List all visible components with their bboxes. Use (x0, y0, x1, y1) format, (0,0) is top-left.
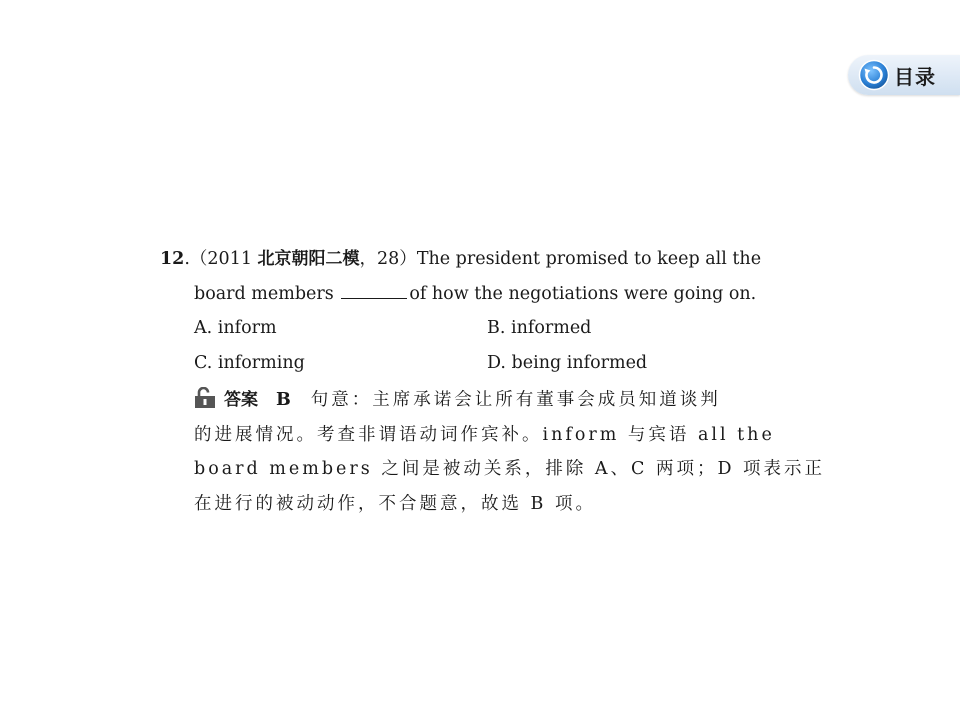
question-line-1 (160, 242, 800, 277)
option-b: B. informed (487, 318, 592, 338)
option-c: C. informing (194, 352, 305, 373)
question-source-open: .（2011 (184, 249, 258, 269)
question-block (160, 242, 826, 521)
options-row-1 (160, 311, 800, 346)
answer-label: 答案 (224, 390, 258, 410)
toc-button[interactable] (848, 55, 960, 95)
answer-explanation-line-3: board members 之间是被动关系，排除 A、C 两项；D 项表示正 (194, 459, 826, 479)
question-stem-before-blank: board members (194, 283, 340, 304)
question-line-2 (160, 277, 800, 312)
toc-label: 目录 (894, 64, 936, 89)
option-a: A. inform (194, 318, 277, 338)
answer-line-1 (194, 383, 800, 418)
question-source: 北京朝阳二模 (257, 249, 360, 269)
answer-key: B (276, 390, 291, 410)
unlocked-padlock-icon (194, 387, 216, 409)
option-d: D. being informed (487, 352, 648, 373)
answer-explanation-line-2: 的进展情况。考查非谓语动词作宾补。inform 与宾语 all the (194, 424, 775, 445)
question-stem-part1: The president promised to keep all the (416, 249, 762, 269)
refresh-circle-icon (858, 59, 890, 91)
answer-block (160, 383, 826, 521)
options-row-2 (160, 346, 800, 381)
answer-explanation-line-4: 在进行的被动动作，不合题意，故选 B 项。 (194, 493, 596, 514)
question-number: 12 (160, 249, 185, 269)
question-stem-after-blank: of how the negotiations were going on. (409, 283, 757, 304)
question-source-close: ，28） (359, 249, 417, 269)
answer-blank (341, 284, 407, 299)
answer-explanation-line-1: 句意：主席承诺会让所有董事会成员知道谈判 (310, 390, 721, 410)
